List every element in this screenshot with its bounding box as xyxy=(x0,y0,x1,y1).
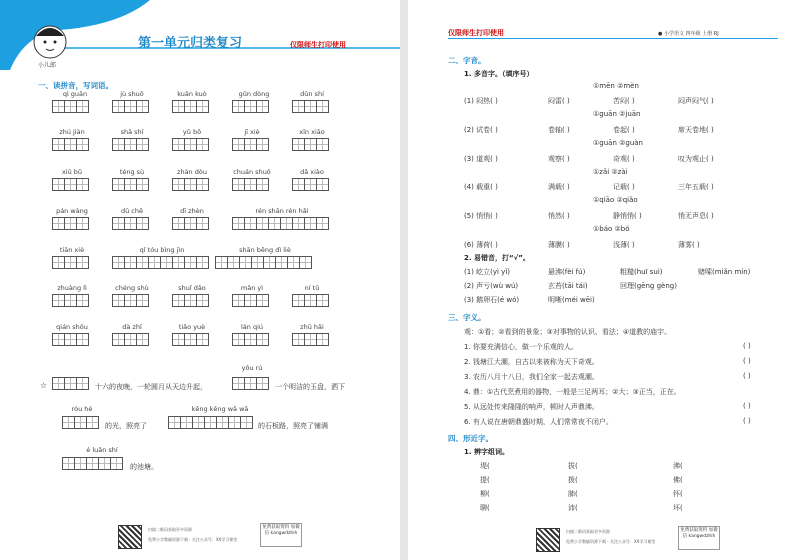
pinyin: dǎ xiào xyxy=(300,168,324,176)
writing-grid[interactable] xyxy=(52,377,89,390)
option-text: ①guān ②guàn xyxy=(593,139,643,147)
pinyin: dū chē xyxy=(120,207,143,215)
item-text: 卷轴( ) xyxy=(548,126,570,134)
writing-grid[interactable] xyxy=(52,100,89,113)
option-text: ①mēn ②mèn xyxy=(593,82,639,90)
writing-grid[interactable] xyxy=(232,333,269,346)
answer-blank[interactable]: ( ) xyxy=(743,372,751,380)
item-text: 奇观( ) xyxy=(613,155,635,163)
sub-heading: 2. 易错音，打“√”。 xyxy=(464,254,530,262)
passage-text: 的光，照亮了 xyxy=(105,422,147,430)
avatar-label: 小儿郎 xyxy=(38,62,57,69)
item-text: 闷雷( ) xyxy=(548,97,570,105)
pinyin: róu hé xyxy=(71,405,93,413)
writing-grid[interactable] xyxy=(232,138,269,151)
item-text: 浅薄( ) xyxy=(613,241,635,249)
qr-code-icon xyxy=(536,528,560,552)
pinyin: jù shuō xyxy=(120,90,144,98)
item-text: 苦闷( ) xyxy=(613,97,635,105)
item-text: 薄膜( ) xyxy=(548,241,570,249)
near-char: 拔( xyxy=(568,462,578,470)
item-text: (2) 试卷( ) xyxy=(464,126,498,134)
writing-grid[interactable] xyxy=(62,416,99,429)
near-char: 沛( xyxy=(568,504,578,512)
writing-grid[interactable] xyxy=(112,333,149,346)
worksheet-page-2 xyxy=(408,0,807,560)
item-text: 三年五载( ) xyxy=(678,183,714,191)
pinyin: chuán shuō xyxy=(233,168,271,176)
writing-grid[interactable] xyxy=(62,457,123,470)
pinyin: zhàn dòu xyxy=(177,168,207,176)
passage-text: 的池塘。 xyxy=(130,463,158,471)
pinyin: dūn shí xyxy=(300,90,324,98)
footer-text: 免费小学教辅资源下载 · 关注公众号：XX学习课堂 xyxy=(148,537,238,542)
writing-grid[interactable] xyxy=(112,138,149,151)
item-text: 静悄悄( ) xyxy=(613,212,642,220)
footer-text: 免费小学教辅资源下载 · 关注公众号：XX学习课堂 xyxy=(566,539,656,544)
pinyin: dī zhèn xyxy=(180,207,204,215)
passage-text: 的石板路，照亮了铺满 xyxy=(258,422,328,430)
item-text: 记载( ) xyxy=(613,183,635,191)
writing-grid[interactable] xyxy=(52,333,89,346)
near-char: 提( xyxy=(480,476,490,484)
item-text: 卷起( ) xyxy=(613,126,635,134)
writing-grid[interactable] xyxy=(172,100,209,113)
answer-blank[interactable]: ( ) xyxy=(743,402,751,410)
writing-grid[interactable] xyxy=(232,377,269,390)
item-text: 赌嗦(miǎn mín) xyxy=(698,268,751,276)
near-char: 坏( xyxy=(673,504,683,512)
writing-grid[interactable] xyxy=(292,333,329,346)
near-char: 柳( xyxy=(480,490,490,498)
writing-grid[interactable] xyxy=(112,294,149,307)
header-info: ● 小学语文 四年级 上册 RJ xyxy=(658,31,719,37)
sub-heading: 1. 多音字。（填序号） xyxy=(464,70,534,78)
item-text: 回理(gēng gèng) xyxy=(620,282,677,290)
section-heading: 四、形近字。 xyxy=(448,434,493,443)
pinyin: zhū hǎi xyxy=(300,323,324,331)
sub-heading: 1. 辨字组词。 xyxy=(464,448,509,456)
item-text: (5) 悄悄( ) xyxy=(464,212,498,220)
passage-text: 一个明洁的玉盘，洒下 xyxy=(275,383,345,391)
pinyin: yǔ bō xyxy=(182,128,202,136)
item-text: 悄然( ) xyxy=(548,212,570,220)
writing-grid[interactable] xyxy=(172,294,209,307)
definition-item: 3. 农历八月十八日，我们全家一起去观潮。 xyxy=(464,373,599,381)
item-text: 明晰(méi wēi) xyxy=(548,296,595,304)
pinyin: chéng shù xyxy=(115,284,149,292)
pinyin: dà zhǐ xyxy=(122,323,142,331)
pinyin: shuǐ dāo xyxy=(178,284,206,292)
answer-blank[interactable]: ( ) xyxy=(743,417,751,425)
item-text: 满载( ) xyxy=(548,183,570,191)
near-char: 肺( xyxy=(568,490,578,498)
header-divider xyxy=(448,38,778,39)
item-text: (1) 屹立(yì yǐ) xyxy=(464,268,511,276)
pinyin: kuān kuò xyxy=(177,90,207,98)
pinyin: mǎn yì xyxy=(240,284,264,292)
pinyin: zhú jiàn xyxy=(59,128,85,136)
option-text: ①báo ②bó xyxy=(593,225,630,233)
writing-grid[interactable] xyxy=(232,100,269,113)
option-text: ①qiāo ②qiǎo xyxy=(593,196,638,204)
item-text: 悄无声息( ) xyxy=(678,212,714,220)
pinyin: shān bēng dì liè xyxy=(239,246,291,254)
section-heading: 一、读拼音，写词语。 xyxy=(38,81,113,90)
near-char: 怀( xyxy=(673,490,683,498)
pinyin: é luǎn shí xyxy=(86,446,118,454)
option-text: ①guān ②juān xyxy=(593,110,641,118)
near-char: 拨( xyxy=(568,476,578,484)
section-heading: 三、字义。 xyxy=(448,313,486,322)
banner-label: 仅限师生打印使用 xyxy=(448,29,504,37)
near-char: 沸( xyxy=(673,462,683,470)
writing-grid[interactable] xyxy=(292,294,329,307)
definition-item: 6. 有人说在唐朝鼎盛时期，人们常常夜不闭户。 xyxy=(464,418,613,426)
writing-grid[interactable] xyxy=(292,100,329,113)
writing-grid[interactable] xyxy=(52,294,89,307)
page-title: 第一单元归类复习 xyxy=(138,36,243,51)
item-text: 悬沸(fèi fú) xyxy=(548,268,586,276)
definition-item: 4. 鼎：①古代烹煮用的器物，一般是三足两耳；②大；③正当，正在。 xyxy=(464,388,681,396)
writing-grid[interactable] xyxy=(172,138,209,151)
writing-grid[interactable] xyxy=(112,256,209,269)
writing-grid[interactable] xyxy=(112,217,149,230)
definition-item: 1. 你要充满信心，做一个乐观的人。 xyxy=(464,343,578,351)
contact-badge: 免费获取资料 加微信 kangwdzhih xyxy=(260,523,302,547)
passage-text: 十六的夜晚，一轮圆月从天边升起， xyxy=(95,383,207,391)
writing-grid[interactable] xyxy=(52,256,89,269)
writing-grid[interactable] xyxy=(232,217,329,230)
writing-grid[interactable] xyxy=(232,178,269,191)
writing-grid[interactable] xyxy=(232,294,269,307)
pinyin: rén shān rén hǎi xyxy=(255,207,309,215)
banner-label: 仅限师生打印使用 xyxy=(290,41,346,49)
pinyin: qián shǒu xyxy=(56,323,88,331)
pinyin: ní tǔ xyxy=(304,284,320,292)
pinyin: tiān xiè xyxy=(59,246,85,254)
pinyin: gǔn dòng xyxy=(238,90,270,98)
near-char: 堤( xyxy=(480,462,490,470)
pinyin: qǐ tóu bìng jìn xyxy=(139,246,185,254)
item-text: (3) 道观( ) xyxy=(464,155,498,163)
option-text: ①zǎi ②zài xyxy=(593,168,628,176)
item-text: 叹为观止( ) xyxy=(678,155,714,163)
item-text: 席天卷地( ) xyxy=(678,126,714,134)
item-text: (2) 声亏(wù wú) xyxy=(464,282,519,290)
writing-grid[interactable] xyxy=(292,178,329,191)
pinyin: qì guān xyxy=(62,90,88,98)
answer-blank[interactable]: ( ) xyxy=(743,342,751,350)
writing-grid[interactable] xyxy=(172,217,209,230)
pinyin: pán wàng xyxy=(56,207,88,215)
contact-badge: 免费获取资料 加微信 kangwdzhih xyxy=(678,526,720,550)
writing-grid[interactable] xyxy=(168,416,253,429)
definition-item: 2. 钱塘江大潮，自古以来被称为天下奇观。 xyxy=(464,358,599,366)
pinyin: zhuàng lì xyxy=(57,284,87,292)
section-heading: 二、字音。 xyxy=(448,56,486,65)
item-text: 观察( ) xyxy=(548,155,570,163)
writing-grid[interactable] xyxy=(172,178,209,191)
item-text: 闷声闷气( ) xyxy=(678,97,714,105)
answer-blank[interactable]: ( ) xyxy=(743,357,751,365)
item-text: (1) 闷热( ) xyxy=(464,97,498,105)
qr-code-icon xyxy=(118,525,142,549)
writing-grid[interactable] xyxy=(52,217,89,230)
worksheet-page-1 xyxy=(0,0,400,560)
item-text: 粗糙(huī suì) xyxy=(620,268,663,276)
writing-grid[interactable] xyxy=(172,333,209,346)
item-text: (3) 鹅卵石(é wó) xyxy=(464,296,520,304)
writing-grid[interactable] xyxy=(52,178,89,191)
pinyin: jī xiè xyxy=(244,128,260,136)
footer-text: 扫描二维码获取更多资源 xyxy=(148,527,192,532)
item-text: 薄雾( ) xyxy=(678,241,700,249)
item-text: 玄苔(tāi tái) xyxy=(548,282,588,290)
definition-intro: 观：①看；②看到的景象；③对事物的认识、看法；④道教的庙宇。 xyxy=(464,328,672,336)
near-char: 聊( xyxy=(480,504,490,512)
pinyin: téng sù xyxy=(119,168,145,176)
near-char: 佛( xyxy=(673,476,683,484)
writing-grid[interactable] xyxy=(52,138,89,151)
writing-grid[interactable] xyxy=(215,256,312,269)
pinyin: yōu rú xyxy=(241,364,263,372)
pinyin: lán qiú xyxy=(240,323,264,331)
pinyin: xiū bǔ xyxy=(61,168,83,176)
writing-grid[interactable] xyxy=(112,178,149,191)
footer-text: 扫描二维码获取更多资源 xyxy=(566,529,610,534)
item-text: (6) 薄荷( ) xyxy=(464,241,498,249)
writing-grid[interactable] xyxy=(112,100,149,113)
pinyin: tiǎo yuè xyxy=(178,323,206,331)
item-text: (4) 载重( ) xyxy=(464,183,498,191)
pinyin: kēng kēng wā wā xyxy=(191,405,249,413)
writing-grid[interactable] xyxy=(292,138,329,151)
pinyin: shā shí xyxy=(120,128,144,136)
definition-item: 5. 从远处传来隆隆的响声，顿时人声鼎沸。 xyxy=(464,403,599,411)
star-marker: ☆ xyxy=(40,381,48,390)
pinyin: xīn xiāo xyxy=(299,128,325,136)
